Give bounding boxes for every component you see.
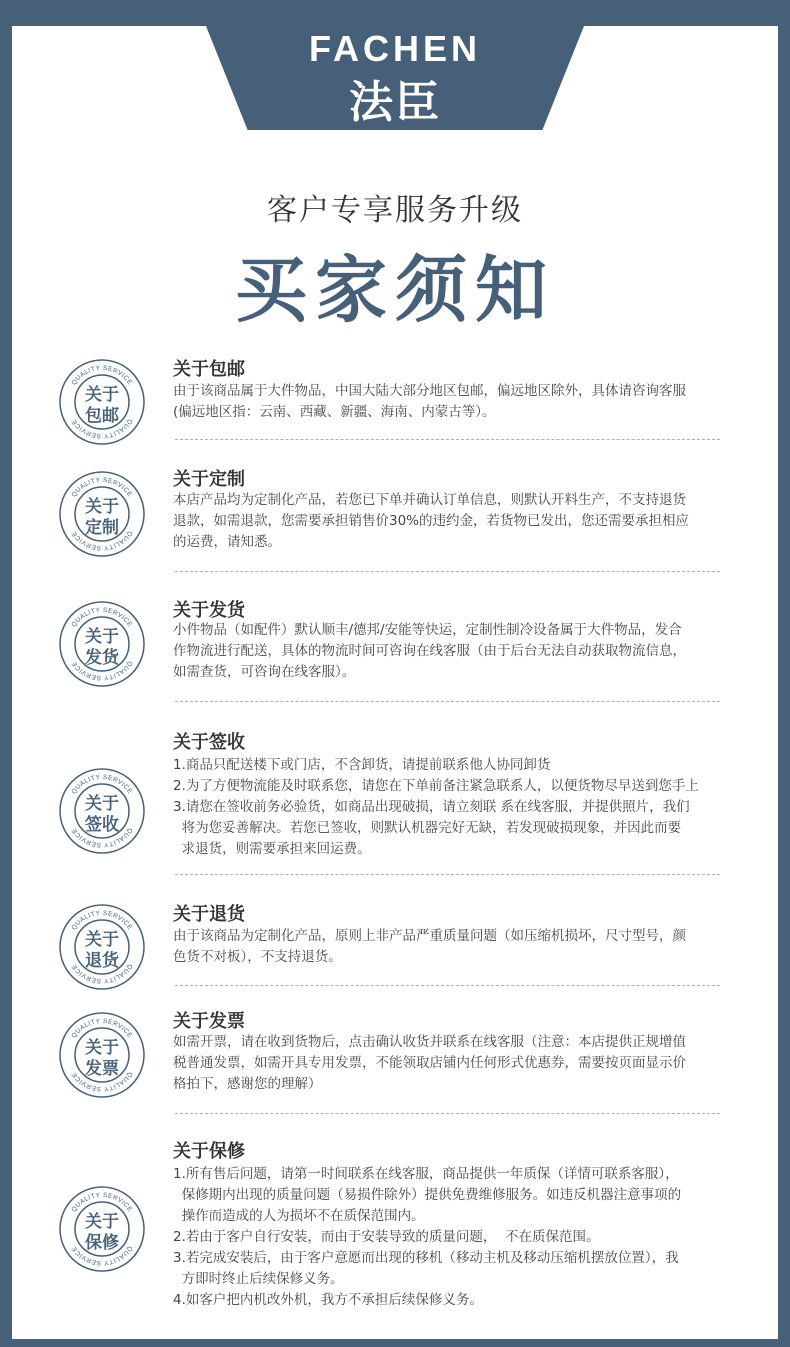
section-line: 如需开票，请在收到货物后，点击确认收货并联系在线客服（注意：本店提供正规增值 — [173, 1034, 686, 1050]
seal-line2: 包邮 — [85, 406, 119, 426]
section-line: 格拍下，感谢您的理解） — [173, 1076, 322, 1092]
page-subtitle: 客户专享服务升级 — [267, 193, 523, 228]
section-line: 保修期内出现的质量问题（易损件除外）提供免费维修服务。如违反机器注意事项的 — [173, 1187, 682, 1203]
section-line: 小件物品（如配件）默认顺丰/德邦/安能等快运，定制性制冷设备属于大件物品，发合 — [173, 622, 682, 638]
seal-ring-top-text: QUALITY SERVICE — [70, 1191, 134, 1214]
svg-text:QUALITY SERVICE — [71, 910, 134, 932]
section-title: 关于签收 — [173, 732, 245, 753]
section-line: 方即时终止后续保修义务。 — [173, 1271, 344, 1287]
page-title: 买家须知 — [234, 248, 555, 332]
seal-line2: 定制 — [85, 518, 119, 538]
quality-seal-icon — [58, 600, 146, 688]
section-line: 操作而造成的人为损坏不在质保范围内。 — [173, 1208, 425, 1224]
svg-text:QUALITY SERVICE — [71, 774, 134, 796]
svg-text:QUALITY SERVICE — [71, 1192, 134, 1214]
section-line: 2.为了方便物流能及时联系您，请您在下单前备注紧急联系人，以便货物尽早送到您手上 — [173, 778, 699, 794]
seal-line2: 发货 — [85, 648, 119, 668]
section-line: 税普通发票，如需开具专用发票，不能领取店铺内任何形式优惠券，需要按页面显示价 — [173, 1055, 686, 1071]
section-title: 关于定制 — [173, 469, 245, 490]
section-line: (偏远地区指：云南、西藏、新疆、海南、内蒙古等）。 — [173, 404, 496, 420]
seal-ring-top-text: QUALITY SERVICE — [70, 773, 134, 796]
section-title: 关于发货 — [173, 600, 245, 621]
seal-ring-bottom-text: QUALITY SERVICE — [70, 417, 134, 440]
svg-text:QUALITY SERVICE — [71, 607, 134, 629]
seal-line1: 关于 — [85, 794, 119, 814]
seal-line1: 关于 — [85, 930, 119, 950]
seal-line1: 关于 — [85, 385, 119, 405]
section-body — [173, 381, 745, 423]
section-line: 1.所有售后问题，请第一时间联系在线客服，商品提供一年质保（详情可联系客服）， — [173, 1166, 679, 1182]
seal-ring-bottom-text: QUALITY SERVICE — [70, 962, 134, 985]
section-title: 关于保修 — [173, 1141, 245, 1162]
section-body — [173, 490, 745, 553]
section-title: 关于发票 — [173, 1011, 245, 1032]
section-line: 3.请您在签收前务必验货，如商品出现破损，请立刻联 系在线客服，并提供照片，我们 — [173, 799, 690, 815]
section-divider — [175, 701, 720, 702]
seal-line1: 关于 — [85, 627, 119, 647]
section-divider — [175, 439, 720, 440]
seal-line1: 关于 — [85, 1038, 119, 1058]
seal-ring-bottom-text: QUALITY SERVICE — [70, 826, 134, 849]
seal-line1: 关于 — [85, 497, 119, 517]
svg-text:QUALITY SERVICE — [71, 1018, 134, 1040]
section-body — [173, 1164, 745, 1311]
section-line: 本店产品均为定制化产品，若您已下单并确认订单信息，则默认开料生产，不支持退货 — [173, 492, 686, 508]
section-body — [173, 620, 745, 683]
section-line: 如需查货，可咨询在线客服）。 — [173, 664, 356, 680]
seal-ring-bottom-text: QUALITY SERVICE — [70, 529, 134, 552]
section-divider — [175, 1113, 720, 1114]
section-title: 关于退货 — [173, 904, 245, 925]
section-line: 将为您妥善解决。若您已签收，则默认机器完好无缺，若发现破损现象，并因此而要 — [173, 820, 682, 836]
section-line: 1.商品只配送楼下或门店，不含卸货，请提前联系他人协同卸货 — [173, 757, 551, 773]
section-body — [173, 1032, 745, 1095]
svg-text:QUALITY SERVICE — [71, 477, 134, 499]
seal-ring-bottom-text: QUALITY SERVICE — [70, 1244, 134, 1267]
section-line: 由于该商品为定制化产品，原则上非产品严重质量问题（如压缩机损坏，尺寸型号，颜 — [173, 928, 686, 944]
seal-ring-top-text: QUALITY SERVICE — [70, 606, 134, 629]
section-line: 求退货，则需要承担来回运费。 — [173, 841, 371, 857]
section-title: 关于包邮 — [173, 359, 245, 380]
quality-seal-icon — [58, 767, 146, 855]
seal-ring-top-text: QUALITY SERVICE — [70, 909, 134, 932]
quality-seal-icon — [58, 358, 146, 446]
section-line: 2.若由于客户自行安装，而由于安装导致的质量问题， 不在质保范围。 — [173, 1229, 600, 1245]
seal-ring-top-text: QUALITY SERVICE — [70, 364, 134, 387]
section-line: 作物流进行配送，具体的物流时间可咨询在线客服（由于后台无法自动获取物流信息， — [173, 643, 686, 659]
section-line: 的运费，请知悉。 — [173, 534, 281, 550]
section-body — [173, 926, 745, 968]
section-divider — [175, 985, 720, 986]
section-divider — [175, 571, 720, 572]
svg-text:QUALITY SERVICE — [71, 365, 134, 387]
seal-ring-top-text: QUALITY SERVICE — [70, 476, 134, 499]
section-line: 退款，如需退款，您需要承担销售价30%的违约金，若货物已发出，您还需要承担相应 — [173, 513, 690, 529]
seal-ring-bottom-text: QUALITY SERVICE — [70, 1070, 134, 1093]
section-divider — [175, 874, 720, 875]
section-line: 4.如客户把内机改外机，我方不承担后续保修义务。 — [173, 1292, 483, 1308]
section-line: 由于该商品属于大件物品，中国大陆大部分地区包邮，偏远地区除外，具体请咨询客服 — [173, 383, 686, 399]
quality-seal-icon — [58, 1011, 146, 1099]
brand-name-en: FACHEN — [308, 28, 481, 69]
brand-name-cn: 法臣 — [349, 77, 441, 128]
seal-line2: 保修 — [85, 1233, 119, 1253]
quality-seal-icon — [58, 903, 146, 991]
seal-line2: 签收 — [85, 815, 119, 835]
seal-line2: 退货 — [85, 951, 119, 971]
seal-ring-bottom-text: QUALITY SERVICE — [70, 659, 134, 682]
seal-line1: 关于 — [85, 1212, 119, 1232]
section-line: 3.若完成安装后，由于客户意愿而出现的移机（移动主机及移动压缩机摆放位置），我 — [173, 1250, 679, 1266]
quality-seal-icon — [58, 1185, 146, 1273]
section-line: 色货不对板），不支持退货。 — [173, 949, 342, 965]
seal-ring-top-text: QUALITY SERVICE — [70, 1017, 134, 1040]
section-body — [173, 755, 745, 860]
seal-line2: 发票 — [85, 1059, 119, 1079]
quality-seal-icon — [58, 470, 146, 558]
